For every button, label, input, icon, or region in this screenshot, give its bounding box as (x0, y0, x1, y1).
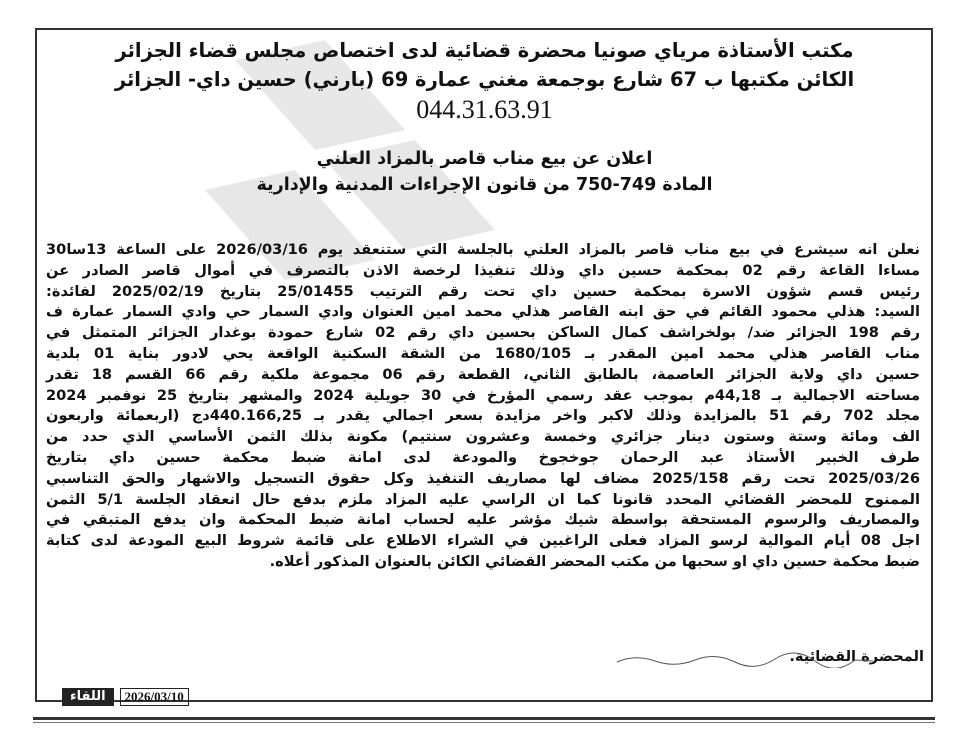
body-line: طرف الخبير الأستاذ عبد الرحمان جوخجوخ والمودعة لدى امانة ضبط محكمة حسين داي بتاريخ (46, 448, 920, 466)
body-line: مجلد 702 رقم 51 بالمزايدة وذلك لاكبر واخر مزايدة بسعر اجمالي يقدر بـ 440.166,25دج (اربعمائة واربعون (46, 407, 920, 425)
body-line: رئيس قسم شؤون الاسرة بمحكمة حسين داي تحت رقم الترتيب 25/01455 بتاريخ 2025/02/19 لفائدة: (46, 282, 920, 300)
notice-body (46, 240, 920, 573)
office-header (40, 36, 929, 126)
body-line: السيد: هذلي محمود القائم في حق ابنه القاصر هذلي محمد امين العنوان وادي السمار حي وادي السمار عمارة ف (46, 303, 920, 321)
body-line: رقم 198 الجزائر ضد/ بولخراشف كمال الساكن بحسين داي رقم 02 شارع حمودة بوغدار الجزائر المتمثل في (46, 324, 921, 342)
office-phone: 044.31.63.91 (416, 95, 553, 124)
next-notice-border-inner (33, 722, 935, 723)
publication-date: 2026/03/10 (120, 688, 189, 706)
notice-title-line2: المادة 749-750 من قانون الإجراءات المدنية والإدارية (256, 175, 713, 195)
body-line: نعلن انه سيشرع في بيع مناب قاصر بالمزاد العلني بالجلسة التي ستنعقد يوم 2026/03/16 على الساعة 13سا30 (46, 241, 920, 258)
notice-title (40, 146, 929, 198)
body-line: 2025/03/26 تحت رقم 2025/158 مضاف لها مصاريف التنفيذ وكل حقوق التسجيل والاشهار والحق التناسبي (46, 469, 920, 487)
office-name: مكتب الأستاذة مرياي صونيا محضرة قضائية لدى اختصاص مجلس قضاء الجزائر (115, 39, 854, 62)
publication-footer (62, 688, 189, 706)
handwritten-signature (615, 652, 875, 668)
body-line: مساحته الاجمالية بـ 44,18م بموجب عقد رسمي المؤرخ في 30 جويلية 2024 والمشهر بتاريخ 25 نوفمبر 2024 (46, 386, 921, 404)
body-line: ضبط محكمة حسين داي او سحبها من مكتب المحضر القضائي الكائن بالعنوان المذكور أعلاه. (269, 552, 920, 570)
signature-label: المحضرة القضائية. (789, 648, 924, 665)
office-address: الكائن مكتبها ب 67 شارع بوجمعة مغني عمارة 69 (بارني) حسين داي- الجزائر (114, 68, 855, 91)
newspaper-tag: اللقاء (62, 688, 114, 706)
body-line: مناب القاصر هذلي محمد امين المقدر بـ 1680/105 من الشقة السكنية الواقعة يحي لادور بناية 01 بلدية (46, 344, 921, 362)
body-line: والمصاريف والرسوم المستحقة بواسطة شيك مؤشر عليه لحساب امانة ضبط المحكمة وان يدفع المتبقي في (46, 511, 920, 529)
body-line: اجل 08 أيام الموالية لرسو المزاد فعلى الراغبين في الشراء الاطلاع على قائمة شروط البيع المودعة لدى كتابة (46, 532, 920, 550)
notice-title-line1: اعلان عن بيع مناب قاصر بالمزاد العلني (316, 149, 653, 169)
next-notice-border (33, 717, 935, 720)
body-line: الف ومائة وستة وستون دينار جزائري وخمسة وعشرون سنتيم) مكونة بذلك الثمن الأساسي الذي حدد من (46, 428, 920, 446)
body-line: مساءا القاعة رقم 02 بمحكمة حسين داي وذلك تنفيذا لرخصة الاذن بالتصرف في أموال قاصر الصادر عن (46, 261, 920, 279)
body-line: الممنوح للمحضر القضائي المحدد قانونا كما ان الراسي عليه المزاد ملزم بدفع حال انعقاد الجلسة 5/1 الثمن (46, 490, 920, 508)
body-line: حسين داي ولاية الجزائر العاصمة، بالطابق الثاني، القطعة رقم 06 مجموعة ملكية رقم 66 القسم 18 تقدر (46, 365, 920, 383)
